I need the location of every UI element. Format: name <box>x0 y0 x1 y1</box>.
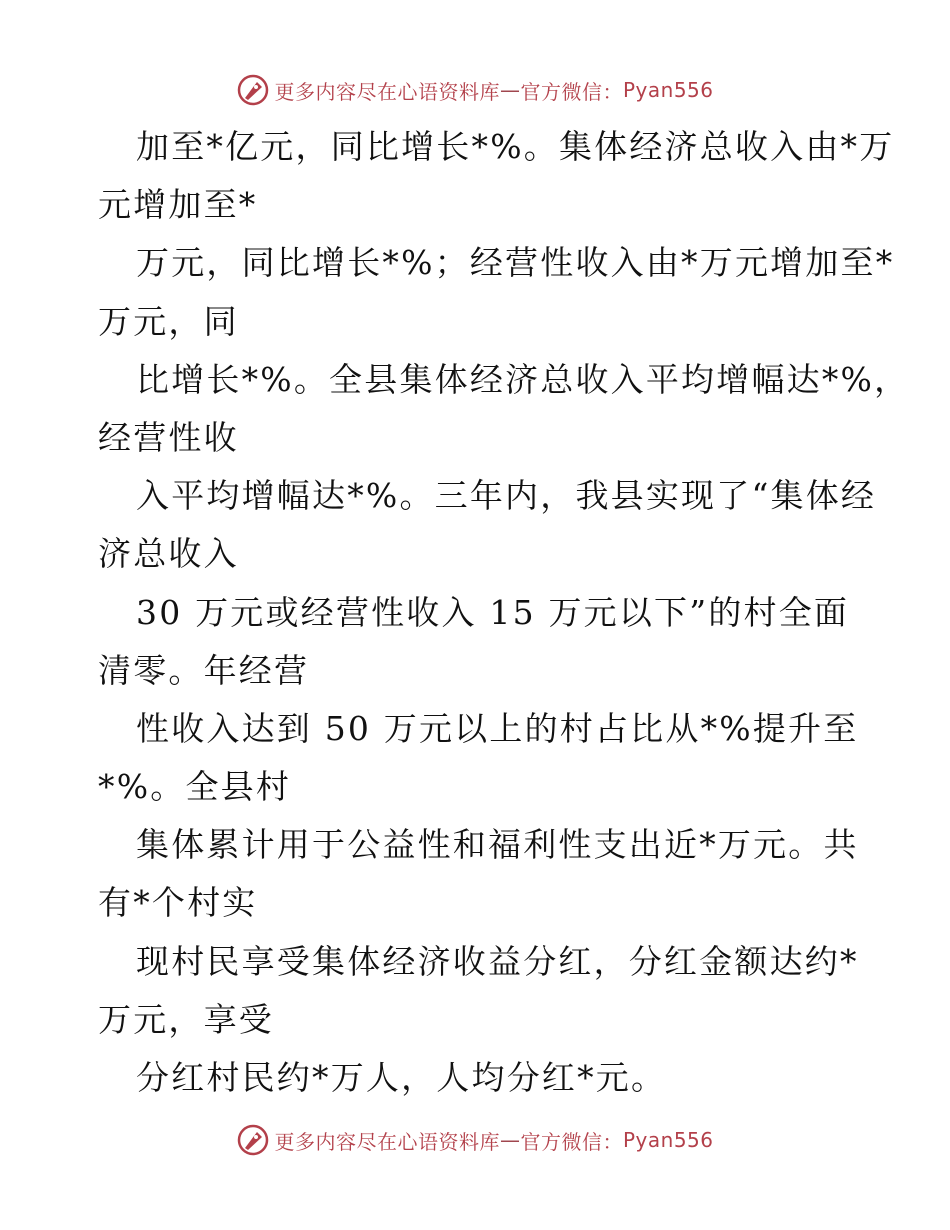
watermark-wechat-id: Pyan556 <box>622 78 714 102</box>
watermark-wechat-label: 官方微信： <box>520 1129 623 1154</box>
body-line: 万元，同 <box>98 301 239 341</box>
watermark-wechat-label: 官方微信： <box>520 79 623 104</box>
pen-nib-logo-icon <box>236 1123 270 1157</box>
watermark-separator: — <box>499 1128 521 1152</box>
footer-watermark <box>0 1120 950 1160</box>
body-line: 性收入达到 50 万元以上的村占比从*%提升至 <box>136 708 859 748</box>
body-line: *%。全县村 <box>98 767 292 807</box>
document-body <box>98 118 910 1107</box>
body-line: 有*个村实 <box>98 883 258 923</box>
watermark-separator: — <box>499 78 521 102</box>
body-line: 清零。年经营 <box>98 650 310 690</box>
body-line: 元增加至* <box>98 185 258 225</box>
body-line: 万元，享受 <box>98 999 274 1039</box>
pen-nib-logo-icon <box>236 73 270 107</box>
body-line: 比增长*%。全县集体经济总收入平均增幅达*%， <box>136 359 910 399</box>
header-watermark <box>0 70 950 110</box>
body-line: 万元，同比增长*%；经营性收入由*万元增加至* <box>136 243 895 283</box>
body-line: 入平均增幅达*%。三年内，我县实现了“集体经 <box>136 476 877 516</box>
body-line: 现村民享受集体经济收益分红，分红金额达约* <box>136 941 859 981</box>
watermark-wechat-id: Pyan556 <box>622 1128 714 1152</box>
body-line: 济总收入 <box>98 534 239 574</box>
body-line: 加至*亿元，同比增长*%。集体经济总收入由*万 <box>136 127 895 166</box>
body-line: 集体累计用于公益性和福利性支出近*万元。共 <box>136 825 859 865</box>
watermark-brand: 更多内容尽在心语资料库 <box>274 79 500 104</box>
body-line: 30 万元或经营性收入 15 万元以下”的村全面 <box>136 592 850 632</box>
watermark-brand: 更多内容尽在心语资料库 <box>274 1129 500 1154</box>
body-line: 经营性收 <box>98 417 239 457</box>
body-line: 分红村民约*万人，人均分红*元。 <box>136 1058 667 1097</box>
